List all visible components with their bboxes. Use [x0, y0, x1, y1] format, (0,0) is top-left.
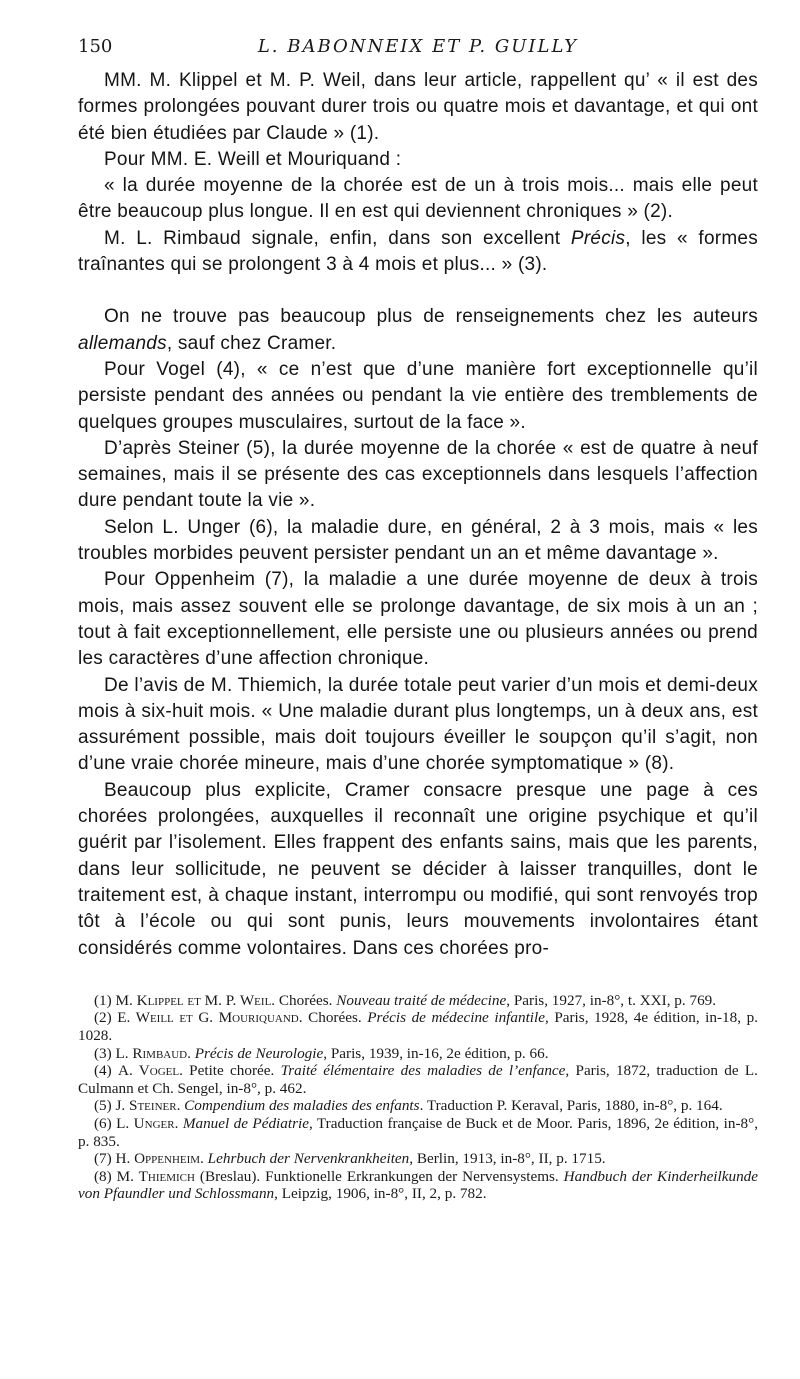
- paragraph: Beaucoup plus explicite, Cramer consacre presque une page à ces chorées prolongées, auxquelles il reconnaît une origine psychique et qu’il guérit par l’isolement. Elles frappent des enfants sains, mais que les parents, dans leur sollicitude, ne peuvent se décider à laisser tranquilles, dont le traitement est, à chaque instant, interrompu ou modifié, qui sont renvoyés trop tôt à l’école ou qui sont punis, leurs mouvements involontaires étant considérés comme volontaires. Dans ces chorées pro-: [78, 779, 758, 959]
- footnotes: [78, 992, 758, 1203]
- page-header: [78, 36, 758, 68]
- body-text: [78, 68, 758, 962]
- paragraph: On ne trouve pas beaucoup plus de renseignements chez les auteurs allemands, sauf chez Cramer.: [78, 306, 758, 354]
- footnote: (8) M. Thiemich (Breslau). Funktionelle Erkrankungen der Nervensystems. Handbuch der Kinderheilkunde von Pfaundler und Schlossmann, Leipzig, 1906, in-8°, II, 2, p. 782.: [78, 1167, 759, 1203]
- paragraph: Pour Vogel (4), « ce n’est que d’une manière fort exceptionnelle qu’il persiste pendant des années ou pendant la vie entière des tremblements de quelques groupes musculaires, surtout de la face ».: [78, 358, 758, 433]
- footnote: (2) E. Weill et G. Mouriquand. Chorées. Précis de médecine infantile, Paris, 1928, 4e édition, in-18, p. 1028.: [78, 1009, 758, 1044]
- paragraph: D’après Steiner (5), la durée moyenne de la chorée « est de quatre à neuf semaines, mais il se présente des cas exceptionnels dans lesquels l’affection dure pendant toute la vie ».: [78, 437, 758, 512]
- paragraph: Pour Oppenheim (7), la maladie a une durée moyenne de deux à trois mois, mais assez souvent elle se prolonge davantage, de six mois à un an ; tout à fait exceptionnellement, elle persiste une ou plusieurs années ou prend les caractères d’une affection chronique.: [78, 569, 758, 670]
- footnote: (4) A. Vogel. Petite chorée. Traité élémentaire des maladies de l’enfance, Paris, 1872, traduction de L. Culmann et Ch. Sengel, in-8°, p. 462.: [78, 1062, 758, 1097]
- footnote: (1) M. Klippel et M. P. Weil. Chorées. Nouveau traité de médecine, Paris, 1927, in-8°, t. XXI, p. 769.: [94, 991, 717, 1009]
- paragraph: Selon L. Unger (6), la maladie dure, en général, 2 à 3 mois, mais « les troubles morbides peuvent persister pendant un an et même davantage ».: [78, 516, 758, 565]
- page-number: 150: [78, 36, 113, 57]
- paragraph: Pour MM. E. Weill et Mouriquand :: [104, 148, 402, 170]
- paragraph: MM. M. Klippel et M. P. Weil, dans leur article, rappellent qu’ « il est des formes prolongées pouvant durer trois ou quatre mois et davantage, et qui ont été bien étudiées par Claude » (1).: [78, 70, 758, 144]
- footnote: (5) J. Steiner. Compendium des maladies des enfants. Traduction P. Keraval, Paris, 1880, in-8°, p. 164.: [94, 1097, 723, 1115]
- footnote: (7) H. Oppenheim. Lehrbuch der Nervenkrankheiten, Berlin, 1913, in-8°, II, p. 1715.: [94, 1150, 606, 1168]
- footnote: (3) L. Rimbaud. Précis de Neurologie, Paris, 1939, in-16, 2e édition, p. 66.: [94, 1044, 549, 1062]
- paragraph: De l’avis de M. Thiemich, la durée totale peut varier d’un mois et demi-deux mois à six-huit mois. « Une maladie durant plus longtemps, un à deux ans, est assurément possible, mais doit toujours éveiller le soupçon qu’il s’agit, non d’une vraie chorée mineure, mais d’une chorée symptomatique » (8).: [78, 674, 758, 775]
- paragraph: M. L. Rimbaud signale, enfin, dans son excellent Précis, les « formes traînantes qui se prolongent 3 à 4 mois et plus... » (3).: [78, 227, 758, 276]
- footnote: (6) L. Unger. Manuel de Pédiatrie, Traduction française de Buck et de Moor. Paris, 1896, 2e édition, in-8°, p. 835.: [78, 1114, 759, 1150]
- quotation-paragraph: « la durée moyenne de la chorée est de un à trois mois... mais elle peut être beaucoup plus longue. Il en est qui deviennent chroniques » (2).: [78, 175, 758, 223]
- running-head: L. BABONNEIX ET P. GUILLY: [257, 36, 579, 57]
